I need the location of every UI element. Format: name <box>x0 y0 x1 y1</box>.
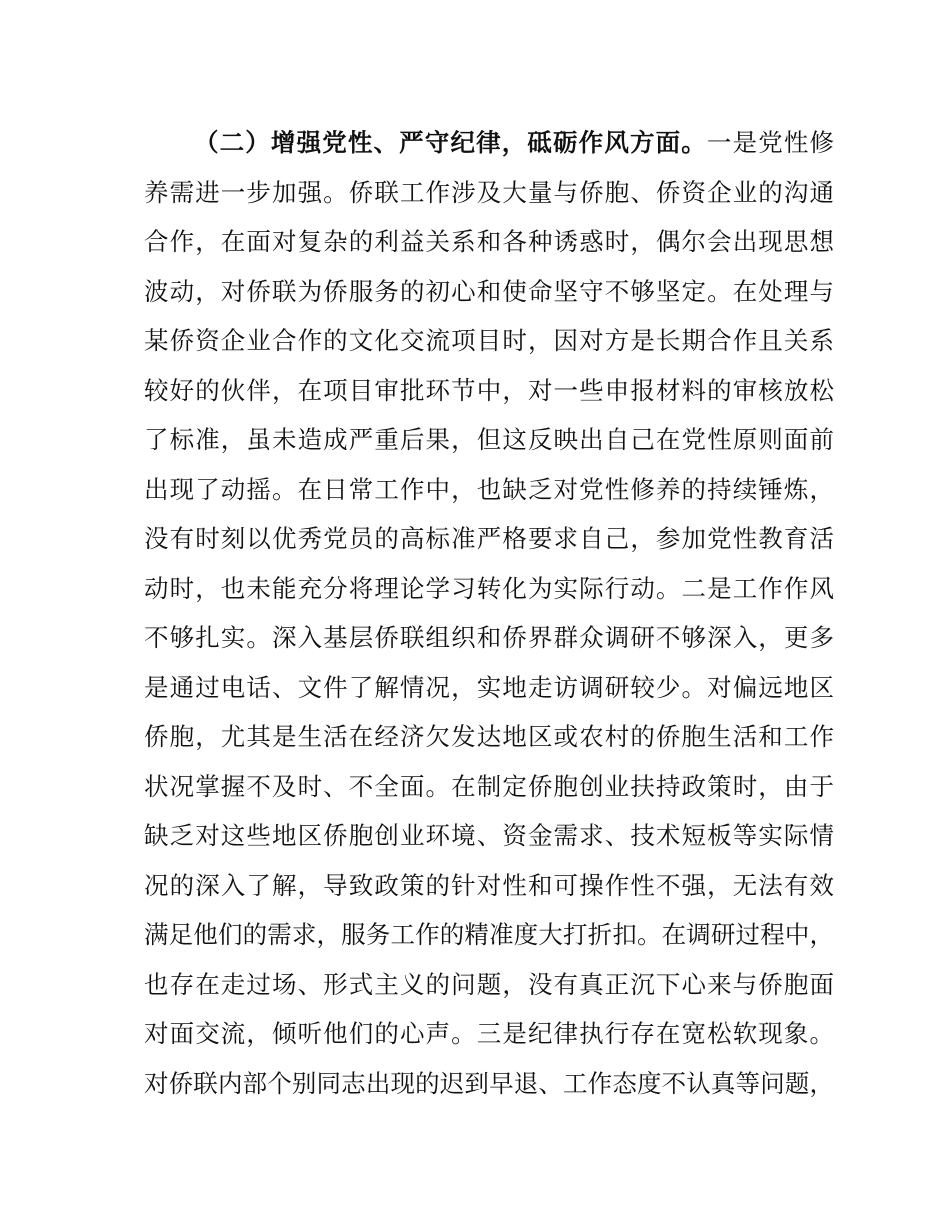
paragraph-line-9: 没有时刻以优秀党员的高标准严格要求自己，参加党性教育活 <box>144 524 834 553</box>
paragraph-line-10: 动时，也未能充分将理论学习转化为实际行动。二是工作作风 <box>144 573 834 603</box>
paragraph-line-16: 况的深入了解，导致政策的针对性和可操作性不强，无法有效 <box>144 870 834 900</box>
paragraph-line-19: 对面交流，倾听他们的心声。三是纪律执行存在宽松软现象。 <box>144 1019 834 1048</box>
paragraph-line-15: 缺乏对这些地区侨胞创业环境、资金需求、技术短板等实际情 <box>144 821 834 850</box>
line-1-text: 一是党性修 <box>706 128 835 157</box>
paragraph-line-12: 是通过电话、文件了解情况，实地走访调研较少。对偏远地区 <box>144 672 834 702</box>
paragraph-line-6: 较好的伙伴，在项目审批环节中，对一些申报材料的审核放松 <box>144 375 834 405</box>
paragraph-line-8: 出现了动摇。在日常工作中，也缺乏对党性修养的持续锤炼， <box>144 474 834 504</box>
section-heading: （二）增强党性、严守纪律，砥砺作风方面。 <box>194 128 707 157</box>
paragraph-line-11: 不够扎实。深入基层侨联组织和侨界群众调研不够深入，更多 <box>144 623 834 652</box>
paragraph-line-14: 状况掌握不及时、不全面。在制定侨胞创业扶持政策时，由于 <box>144 771 834 801</box>
paragraph-line-2: 养需进一步加强。侨联工作涉及大量与侨胞、侨资企业的沟通 <box>144 177 834 207</box>
paragraph-line-13: 侨胞，尤其是生活在经济欠发达地区或农村的侨胞生活和工作 <box>144 722 834 751</box>
paragraph-line-4: 波动，对侨联为侨服务的初心和使命坚守不够坚定。在处理与 <box>144 276 834 306</box>
paragraph-line-20: 对侨联内部个别同志出现的迟到早退、工作态度不认真等问题， <box>144 1068 834 1098</box>
body-paragraph <box>144 118 834 1108</box>
paragraph-line-18: 也存在走过场、形式主义的问题，没有真正沉下心来与侨胞面 <box>144 969 834 999</box>
paragraph-line-3: 合作，在面对复杂的利益关系和各种诱惑时，偶尔会出现思想 <box>144 227 834 256</box>
paragraph-line-1 <box>144 118 834 168</box>
paragraph-line-7: 了标准，虽未造成严重后果，但这反映出自己在党性原则面前 <box>144 425 834 454</box>
paragraph-line-17: 满足他们的需求，服务工作的精准度大打折扣。在调研过程中， <box>144 920 834 949</box>
paragraph-line-5: 某侨资企业合作的文化交流项目时，因对方是长期合作且关系 <box>144 326 834 355</box>
